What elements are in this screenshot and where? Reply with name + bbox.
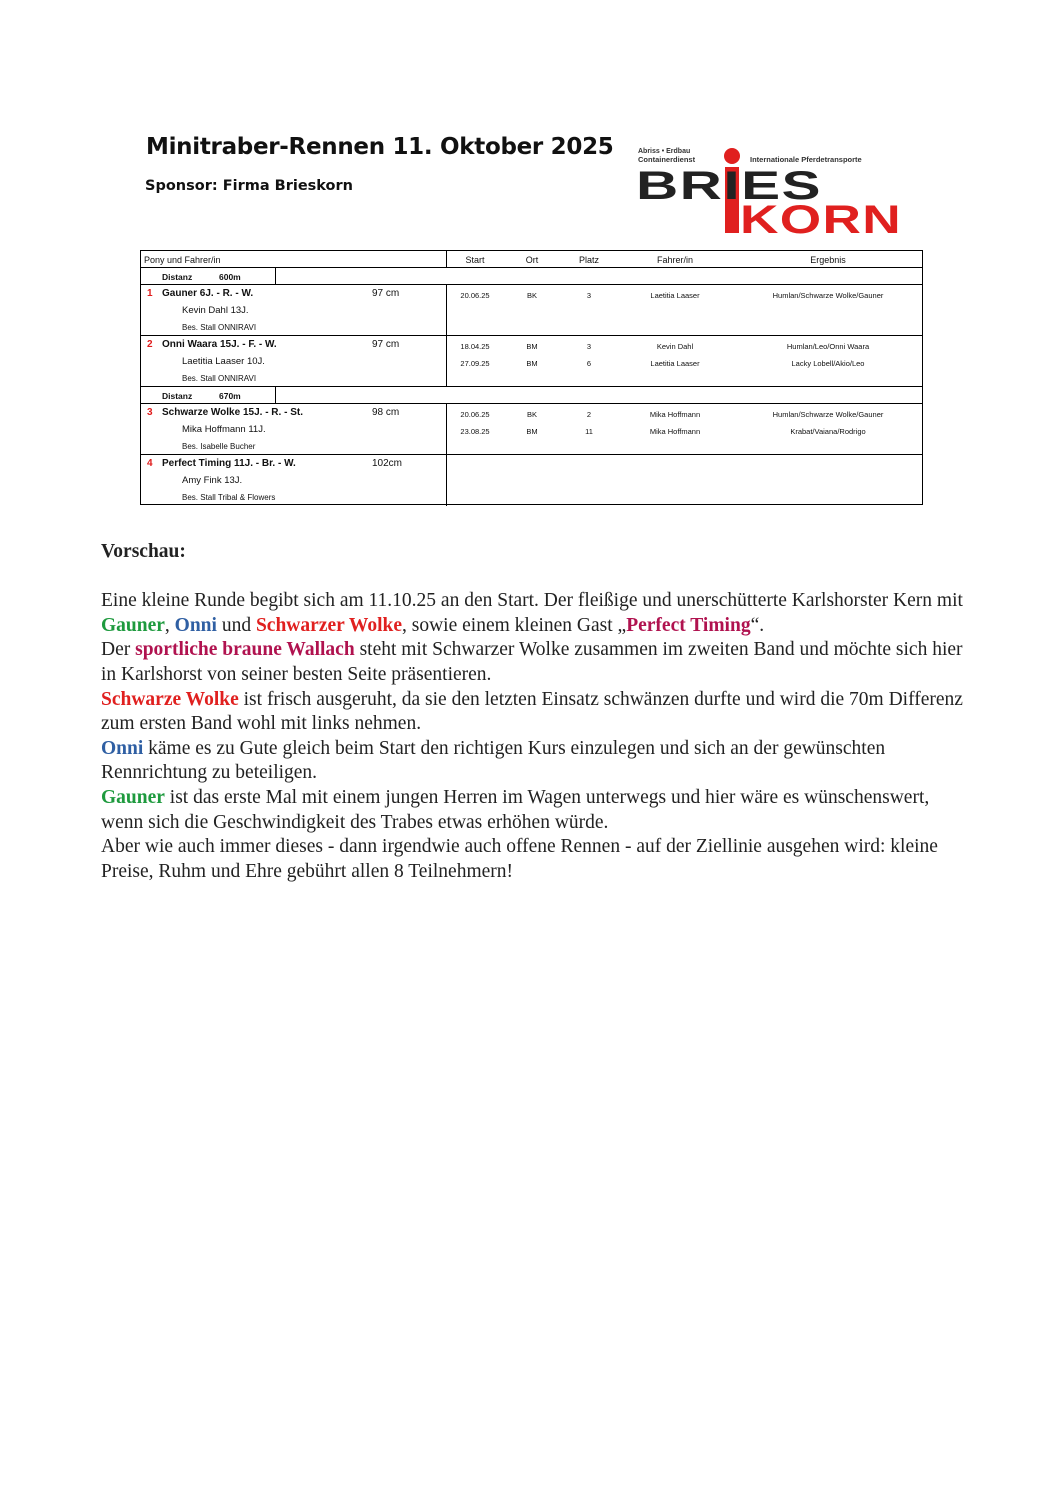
driver-name: Mika Hoffmann 11J. — [182, 424, 266, 435]
highlight-gauner: Gauner — [101, 786, 165, 808]
text-run: käme es zu Gute gleich beim Start den richtigen Kurs einzulegen und sich an der gewünschten Rennrichtung zu beteiligen. — [101, 737, 886, 784]
highlight-perfect-timing: Perfect Timing — [626, 614, 751, 636]
pony-name: Onni Waara 15J. - F. - W. — [162, 339, 277, 350]
result-start: 23.08.25 — [460, 427, 490, 436]
result-ergebnis: Humlan/Schwarze Wolke/Gauner — [772, 291, 884, 300]
result-start: 20.06.25 — [460, 291, 490, 300]
driver-name: Kevin Dahl 13J. — [182, 305, 249, 316]
result-ort: BM — [526, 359, 538, 368]
entry-number: 4 — [147, 458, 153, 469]
entry-number: 1 — [147, 288, 153, 299]
preview-paragraph-intro — [101, 589, 971, 638]
text-run: ist das erste Mal mit einem jungen Herren im Wagen unterwegs und hier wäre es wünschenswert, wenn sich die Geschwindigkeit des Trabes etwas erhöhen würde. — [101, 786, 930, 833]
text-run: steht mit Schwarzer Wolke zusammen im zweiten Band und möchte sich hier in Karlshorst von seiner besten Seite präsentieren. — [101, 639, 963, 685]
result-ort: BM — [526, 427, 538, 436]
preview-heading: Vorschau: — [101, 541, 186, 562]
preview-section — [101, 540, 971, 884]
logo-tagline-abriss: Abriss • Erdbau — [638, 148, 691, 155]
header-ergebnis: Ergebnis — [810, 255, 846, 265]
entry-number: 2 — [147, 339, 153, 350]
driver-name: Amy Fink 13J. — [182, 475, 243, 486]
table-rule — [141, 386, 922, 387]
pony-name: Schwarze Wolke 15J. - R. - St. — [162, 407, 303, 418]
result-fahrer: Mika Hoffmann — [649, 410, 701, 419]
page-title: Minitraber-Rennen 11. Oktober 2025 — [146, 134, 614, 160]
preview-paragraph-onni — [101, 737, 971, 786]
pony-name: Perfect Timing 11J. - Br. - W. — [162, 458, 296, 469]
header-fahrer: Fahrer/in — [656, 255, 694, 265]
result-start: 27.09.25 — [460, 359, 490, 368]
preview-paragraph-closing: Aber wie auch immer dieses - dann irgendwie auch offene Rennen - auf der Ziellinie ausgehen wird: kleine Preise, Ruhm und Ehre gebührt allen 8 Teilnehmern! — [101, 836, 938, 882]
table-rule — [275, 267, 276, 285]
header-pony: Pony und Fahrer/in — [144, 255, 221, 265]
owner-name: Bes. Isabelle Bucher — [182, 442, 256, 451]
logo-word-bries: BRIES — [636, 164, 822, 208]
preview-paragraph-gauner — [101, 786, 971, 835]
race-table — [140, 250, 923, 505]
result-platz: 3 — [586, 291, 592, 300]
header-ort: Ort — [525, 255, 539, 265]
highlight-onni: Onni — [101, 737, 144, 759]
logo-word-korn: KORN — [740, 198, 902, 237]
text-run: ist frisch ausgeruht, da sie den letzten Einsatz schwänzen durfte und wird die 70m Differenz zum ersten Band wohl mit links nehmen. — [101, 688, 963, 735]
result-ergebnis: Humlan/Leo/Onni Waara — [786, 342, 870, 351]
preview-paragraph-wolke — [101, 688, 971, 737]
table-rule — [141, 335, 922, 336]
pony-height: 98 cm — [372, 407, 400, 418]
header-start: Start — [465, 255, 485, 265]
result-ort: BK — [526, 291, 538, 300]
text-run: und — [216, 614, 256, 636]
owner-name: Bes. Stall ONNIRAVI — [182, 323, 257, 332]
result-ergebnis: Humlan/Schwarze Wolke/Gauner — [772, 410, 884, 419]
result-start: 20.06.25 — [460, 410, 490, 419]
text-run: , sowie einem kleinen Gast „ — [402, 614, 627, 636]
logo-red-dot — [724, 148, 740, 164]
table-rule — [141, 284, 922, 285]
text-run: Der — [101, 639, 136, 661]
text-run: “. — [750, 614, 765, 636]
text-run: Eine kleine Runde begibt sich am 11.10.25 an den Start. Der fleißige und unerschütterte Karlshorster Kern mit — [101, 590, 963, 612]
table-rule — [446, 251, 447, 268]
distance-value: 670m — [219, 391, 241, 401]
result-ort: BM — [526, 342, 538, 351]
result-ort: BK — [526, 410, 538, 419]
highlight-gauner: Gauner — [101, 614, 165, 636]
driver-name: Laetitia Laaser 10J. — [182, 356, 265, 367]
highlight-onni: Onni — [174, 614, 217, 636]
distance-label: Distanz — [162, 391, 193, 401]
result-platz: 3 — [586, 342, 592, 351]
highlight-schwarze-wolke: Schwarze Wolke — [101, 688, 239, 710]
logo-tagline-transport: Internationale Pferdetransporte — [750, 155, 862, 164]
highlight-wallach: sportliche braune Wallach — [135, 639, 355, 661]
result-ergebnis: Krabat/Vaiana/Rodrigo — [790, 427, 866, 436]
pony-height: 97 cm — [372, 339, 400, 350]
result-fahrer: Laetitia Laaser — [650, 291, 700, 300]
result-fahrer: Laetitia Laaser — [650, 359, 700, 368]
result-platz: 11 — [585, 427, 593, 436]
result-platz: 6 — [586, 359, 592, 368]
distance-value: 600m — [219, 272, 241, 282]
table-rule — [446, 403, 447, 506]
result-ergebnis: Lacky Lobell/Akio/Leo — [791, 359, 865, 368]
owner-name: Bes. Stall Tribal & Flowers — [182, 493, 276, 502]
result-platz: 2 — [586, 410, 592, 419]
sponsor-line: Sponsor: Firma Brieskorn — [145, 178, 353, 194]
preview-paragraph-wallach — [101, 638, 971, 687]
header-platz: Platz — [578, 255, 600, 265]
table-rule — [141, 267, 922, 268]
pony-height: 97 cm — [372, 288, 400, 299]
distance-label: Distanz — [162, 272, 193, 282]
table-rule — [141, 403, 922, 404]
owner-name: Bes. Stall ONNIRAVI — [182, 374, 257, 383]
highlight-schwarzer-wolke: Schwarzer Wolke — [255, 614, 403, 636]
pony-name: Gauner 6J. - R. - W. — [162, 288, 254, 299]
table-rule — [141, 454, 922, 455]
result-fahrer: Kevin Dahl — [656, 342, 694, 351]
entry-number: 3 — [147, 407, 153, 418]
result-start: 18.04.25 — [460, 342, 490, 351]
table-rule — [275, 386, 276, 404]
table-rule — [446, 284, 447, 386]
result-fahrer: Mika Hoffmann — [649, 427, 701, 436]
text-run: , — [164, 614, 175, 636]
logo-tagline-container: Containerdienst — [638, 155, 696, 164]
pony-height: 102cm — [372, 458, 403, 469]
brieskorn-logo — [634, 145, 906, 237]
